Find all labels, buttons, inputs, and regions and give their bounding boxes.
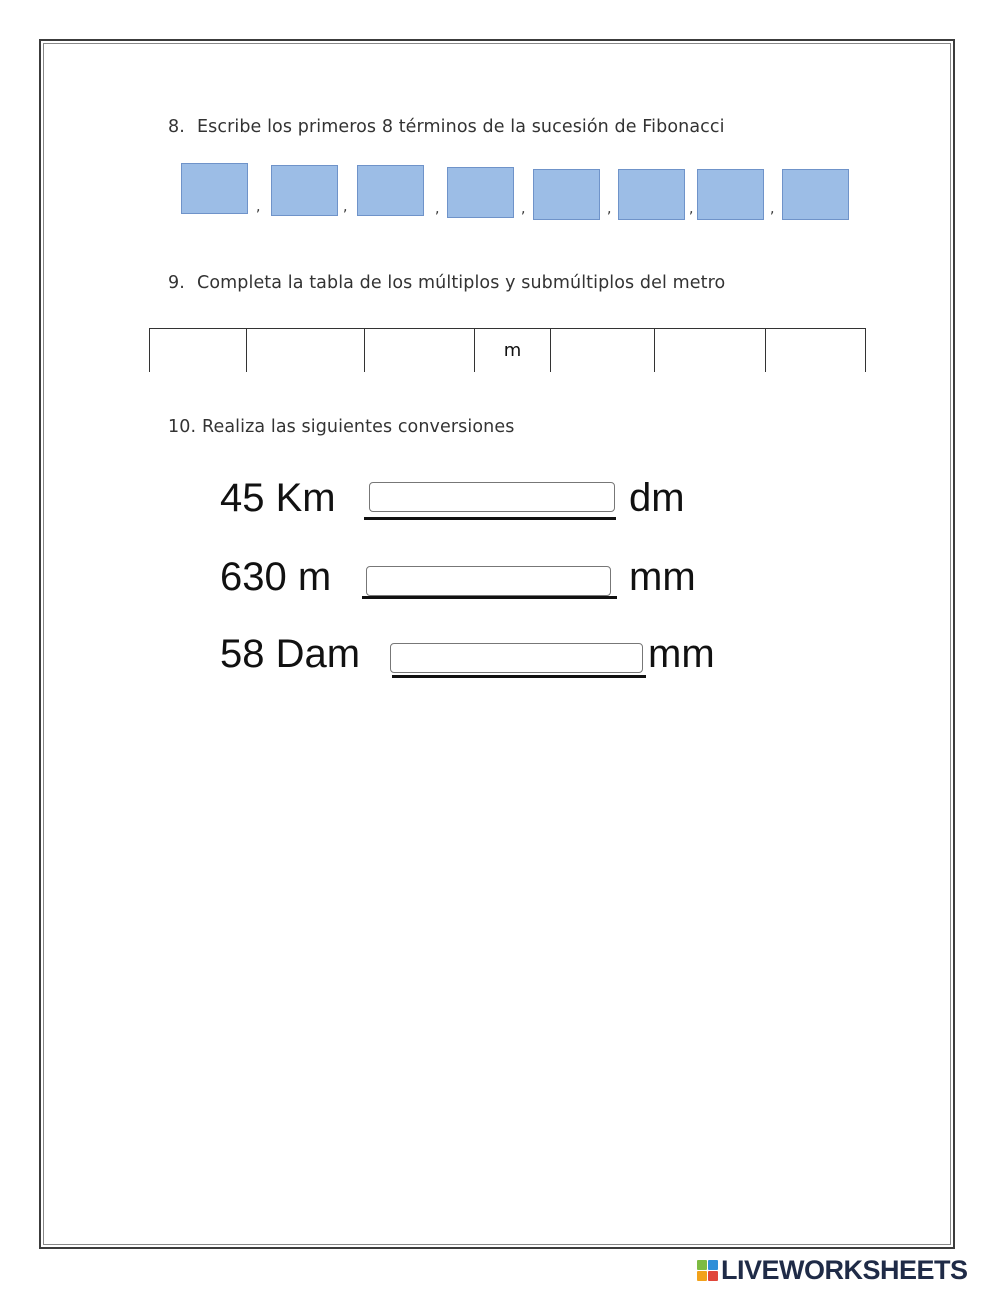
question-8 xyxy=(168,117,725,137)
unit-cell-2[interactable] xyxy=(247,329,365,373)
fibonacci-input-5[interactable] xyxy=(533,169,600,220)
conversion-3-answer-input[interactable] xyxy=(390,643,643,673)
question-9-text: Completa la tabla de los múltiplos y submúltiplos del metro xyxy=(197,273,726,293)
conversion-2-underline xyxy=(362,596,617,599)
logo-squares-icon xyxy=(697,1260,718,1281)
conversion-1-unit: dm xyxy=(629,476,685,520)
question-8-number: 8. xyxy=(168,117,185,137)
liveworksheets-logo xyxy=(697,1255,968,1285)
question-9 xyxy=(168,273,725,293)
fibonacci-separator: , xyxy=(607,201,612,217)
fibonacci-input-7[interactable] xyxy=(697,169,764,220)
fibonacci-separator: , xyxy=(435,201,440,217)
unit-cell-3[interactable] xyxy=(365,329,475,373)
logo-text: LIVEWORKSHEETS xyxy=(721,1254,968,1285)
conversion-1-value: 45 Km xyxy=(220,476,336,520)
fibonacci-input-6[interactable] xyxy=(618,169,685,220)
question-10-number: 10. xyxy=(168,417,197,437)
conversion-3-underline xyxy=(392,675,646,678)
unit-cell-5[interactable] xyxy=(551,329,655,373)
conversion-2-answer-input[interactable] xyxy=(366,566,611,596)
fibonacci-input-4[interactable] xyxy=(447,167,514,218)
conversion-2-value: 630 m xyxy=(220,555,332,599)
conversion-1-underline xyxy=(364,517,616,520)
metric-units-table xyxy=(149,328,866,372)
fibonacci-separator: , xyxy=(689,201,694,217)
question-9-number: 9. xyxy=(168,273,185,293)
question-10 xyxy=(168,417,514,437)
unit-cell-6[interactable] xyxy=(655,329,766,373)
unit-cell-1[interactable] xyxy=(150,329,247,373)
unit-cell-meter: m xyxy=(475,329,551,373)
conversion-1-answer-input[interactable] xyxy=(369,482,615,512)
fibonacci-separator: , xyxy=(521,201,526,217)
fibonacci-input-3[interactable] xyxy=(357,165,424,216)
conversion-3-unit: mm xyxy=(648,632,715,676)
fibonacci-separator: , xyxy=(256,199,261,215)
conversion-2-unit: mm xyxy=(629,555,696,599)
question-8-text: Escribe los primeros 8 términos de la sucesión de Fibonacci xyxy=(197,117,725,137)
unit-cell-7[interactable] xyxy=(766,329,866,373)
fibonacci-separator: , xyxy=(343,199,348,215)
fibonacci-input-1[interactable] xyxy=(181,163,248,214)
question-10-text: Realiza las siguientes conversiones xyxy=(202,417,515,437)
fibonacci-separator: , xyxy=(770,201,775,217)
fibonacci-input-2[interactable] xyxy=(271,165,338,216)
fibonacci-input-8[interactable] xyxy=(782,169,849,220)
conversion-3-value: 58 Dam xyxy=(220,632,361,676)
